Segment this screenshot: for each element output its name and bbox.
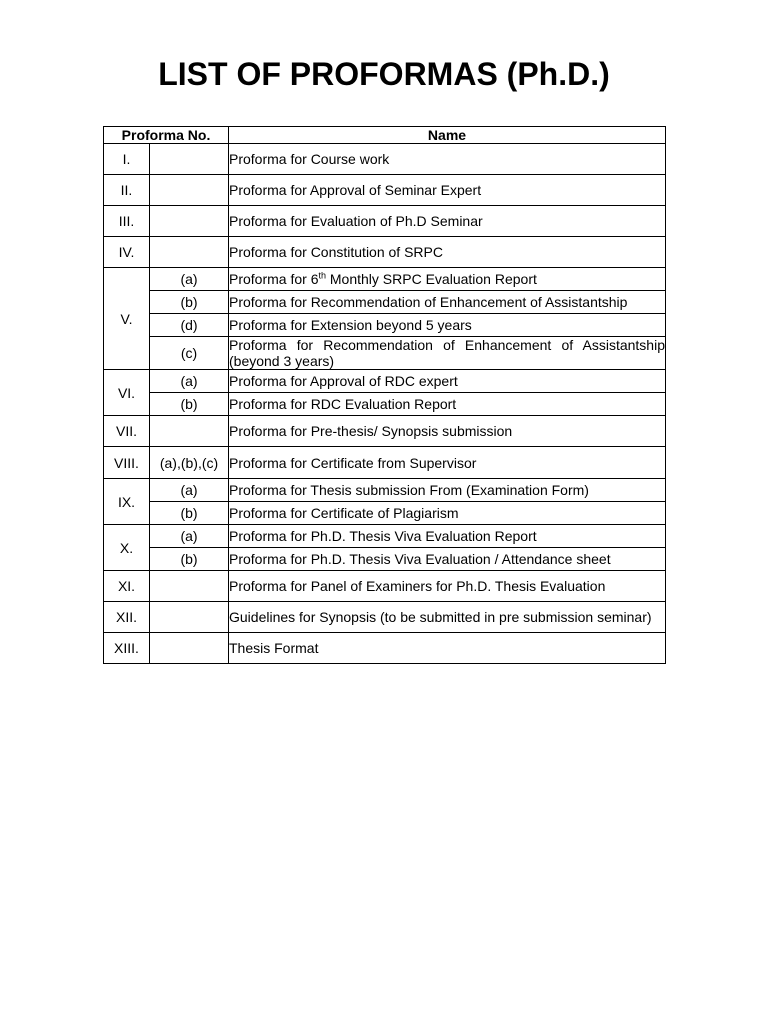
proforma-name-prefix: Proforma for 6 (229, 271, 319, 287)
table-row (104, 291, 666, 314)
table-row (104, 237, 666, 268)
proforma-sub: (a) (150, 268, 229, 291)
table-row (104, 144, 666, 175)
proforma-sub: (d) (150, 314, 229, 337)
proforma-name (229, 268, 666, 291)
proforma-sub: (c) (150, 337, 229, 370)
proforma-number: II. (104, 175, 150, 206)
table-row (104, 602, 666, 633)
proforma-sub: (a) (150, 525, 229, 548)
proforma-number: X. (104, 525, 150, 571)
proforma-name-superscript: th (318, 270, 326, 281)
proforma-name: Proforma for Pre-thesis/ Synopsis submission (229, 416, 666, 447)
proforma-name: Proforma for Panel of Examiners for Ph.D. Thesis Evaluation (229, 571, 666, 602)
proforma-name: Proforma for Certificate from Supervisor (229, 447, 666, 479)
proforma-sub: (a) (150, 370, 229, 393)
table-row (104, 268, 666, 291)
proforma-sub: (a) (150, 479, 229, 502)
proforma-sub: (b) (150, 393, 229, 416)
table-row (104, 337, 666, 370)
table-row (104, 393, 666, 416)
proforma-number: V. (104, 268, 150, 370)
proforma-name: Proforma for Recommendation of Enhancement of Assistantship (beyond 3 years) (229, 337, 665, 369)
table-row (104, 571, 666, 602)
proforma-sub (150, 206, 229, 237)
proforma-sub: (b) (150, 502, 229, 525)
proforma-number: VI. (104, 370, 150, 416)
proforma-name: Proforma for Approval of Seminar Expert (229, 175, 666, 206)
proforma-name: Proforma for Thesis submission From (Examination Form) (229, 479, 666, 502)
table-row (104, 175, 666, 206)
proforma-number: I. (104, 144, 150, 175)
proforma-sub (150, 416, 229, 447)
proforma-name: Proforma for Ph.D. Thesis Viva Evaluation / Attendance sheet (229, 548, 666, 571)
table-row (104, 502, 666, 525)
proforma-sub (150, 633, 229, 664)
header-proforma-no: Proforma No. (104, 127, 229, 144)
proforma-number: XII. (104, 602, 150, 633)
proforma-name: Proforma for Ph.D. Thesis Viva Evaluation Report (229, 525, 666, 548)
proforma-name: Proforma for Certificate of Plagiarism (229, 502, 666, 525)
proforma-name: Proforma for Constitution of SRPC (229, 237, 666, 268)
proforma-sub (150, 602, 229, 633)
table-row (104, 206, 666, 237)
proforma-name: Thesis Format (229, 633, 666, 664)
table-row (104, 548, 666, 571)
proforma-number: VIII. (104, 447, 150, 479)
proforma-number: VII. (104, 416, 150, 447)
proforma-name: Proforma for Course work (229, 144, 666, 175)
proforma-number: XIII. (104, 633, 150, 664)
proforma-table (103, 126, 666, 664)
table-row (104, 416, 666, 447)
page-title: LIST OF PROFORMAS (Ph.D.) (158, 56, 610, 92)
proforma-name: Proforma for Recommendation of Enhancement of Assistantship (229, 291, 666, 314)
proforma-name: Proforma for RDC Evaluation Report (229, 393, 666, 416)
proforma-sub (150, 571, 229, 602)
table-row (104, 314, 666, 337)
proforma-number: IX. (104, 479, 150, 525)
table-row (104, 525, 666, 548)
proforma-sub: (b) (150, 291, 229, 314)
proforma-name-suffix: Monthly SRPC Evaluation Report (326, 271, 537, 287)
proforma-number: XI. (104, 571, 150, 602)
proforma-name: Guidelines for Synopsis (to be submitted in pre submission seminar) (229, 602, 666, 633)
proforma-name: Proforma for Extension beyond 5 years (229, 314, 666, 337)
proforma-sub: (b) (150, 548, 229, 571)
header-name: Name (229, 127, 666, 144)
table-row (104, 370, 666, 393)
table-row (104, 447, 666, 479)
proforma-name: Proforma for Evaluation of Ph.D Seminar (229, 206, 666, 237)
proforma-number: III. (104, 206, 150, 237)
proforma-sub (150, 175, 229, 206)
table-header-row (104, 127, 666, 144)
proforma-sub (150, 144, 229, 175)
proforma-number: IV. (104, 237, 150, 268)
proforma-name: Proforma for Approval of RDC expert (229, 370, 666, 393)
table-row (104, 633, 666, 664)
proforma-sub: (a),(b),(c) (150, 447, 229, 479)
proforma-sub (150, 237, 229, 268)
table-row (104, 479, 666, 502)
